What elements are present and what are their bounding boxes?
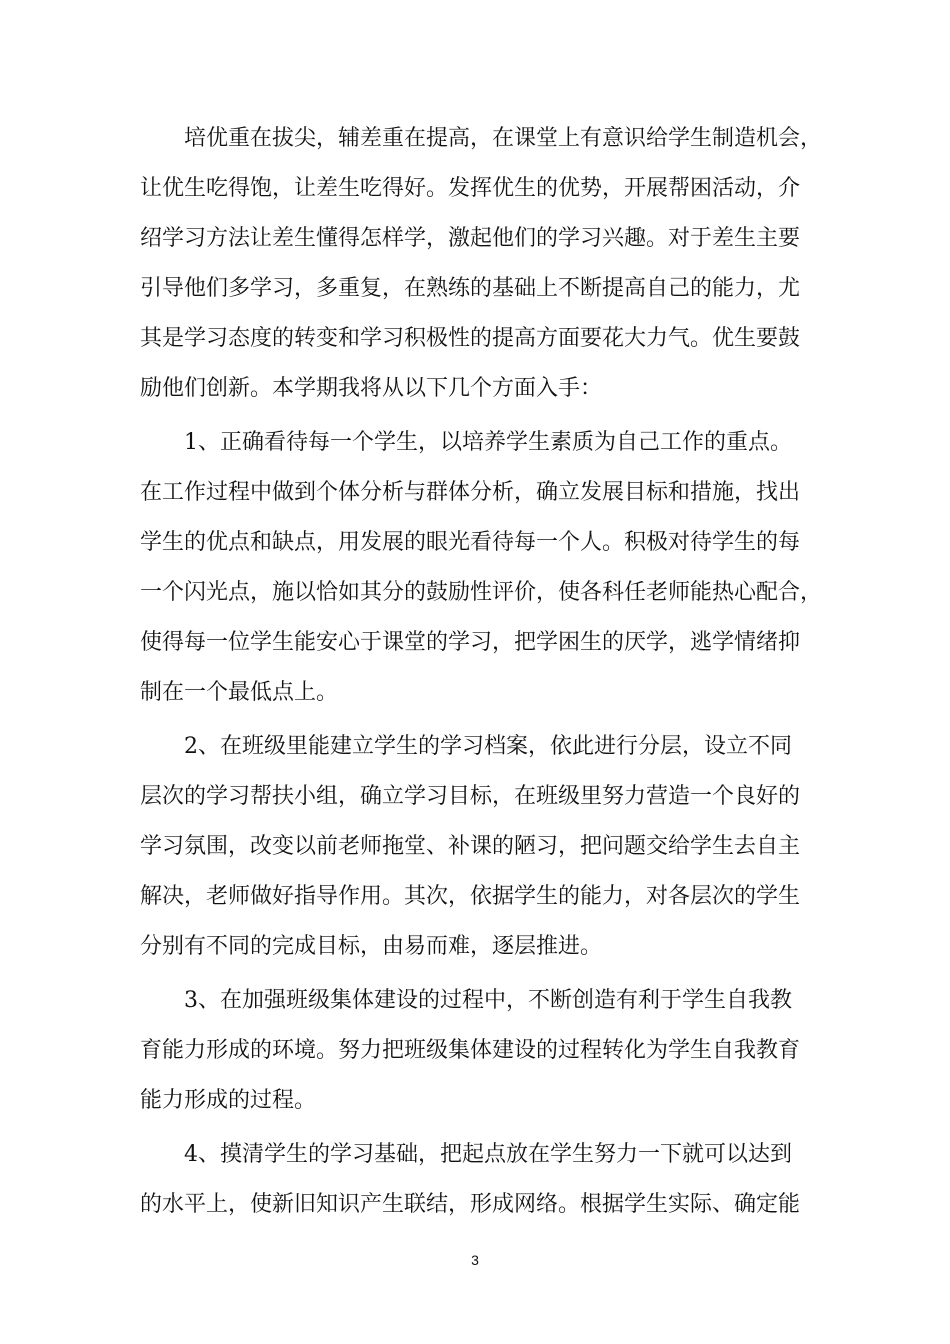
text-line: 的水平上，使新旧知识产生联结，形成网络。根据学生实际、确定能: [140, 1192, 801, 1217]
paragraph-4: [140, 976, 830, 1126]
paragraph-3: [140, 722, 830, 972]
text-line: 让优生吃得饱，让差生吃得好。发挥优生的优势，开展帮困活动，介: [140, 176, 801, 201]
text-line: 育能力形成的环境。努力把班级集体建设的过程转化为学生自我教育: [140, 1038, 801, 1063]
text-line: 学生的优点和缺点，用发展的眼光看待每一个人。积极对待学生的每: [140, 530, 801, 555]
paragraph-5: [140, 1130, 830, 1230]
text-line: 2、在班级里能建立学生的学习档案，依此进行分层，设立不同: [184, 734, 792, 759]
text-line: 4、摸清学生的学习基础，把起点放在学生努力一下就可以达到: [184, 1142, 792, 1167]
text-line: 一个闪光点，施以恰如其分的鼓励性评价，使各科任老师能热心配合，: [140, 580, 823, 605]
paragraph-2: [140, 418, 830, 718]
page-number: 3: [471, 1252, 479, 1268]
document-body: [140, 114, 830, 1230]
text-line: 在工作过程中做到个体分析与群体分析，确立发展目标和措施，找出: [140, 480, 801, 505]
text-line: 其是学习态度的转变和学习积极性的提高方面要花大力气。优生要鼓: [140, 326, 801, 351]
text-line: 绍学习方法让差生懂得怎样学，激起他们的学习兴趣。对于差生主要: [140, 226, 801, 251]
text-line: 制在一个最低点上。: [140, 680, 339, 705]
text-line: 分别有不同的完成目标，由易而难，逐层推进。: [140, 934, 603, 959]
text-line: 励他们创新。本学期我将从以下几个方面入手：: [140, 376, 603, 401]
text-line: 1、正确看待每一个学生，以培养学生素质为自己工作的重点。: [184, 430, 792, 455]
text-line: 3、在加强班级集体建设的过程中，不断创造有利于学生自我教: [184, 988, 792, 1013]
text-line: 使得每一位学生能安心于课堂的学习，把学困生的厌学，逃学情绪抑: [140, 630, 801, 655]
text-line: 解决，老师做好指导作用。其次，依据学生的能力，对各层次的学生: [140, 884, 801, 909]
text-line: 培优重在拔尖，辅差重在提高，在课堂上有意识给学生制造机会，: [184, 126, 823, 151]
paragraph-1: [140, 114, 830, 414]
text-line: 能力形成的过程。: [140, 1088, 317, 1113]
text-line: 引导他们多学习，多重复，在熟练的基础上不断提高自己的能力，尤: [140, 276, 801, 301]
text-line: 层次的学习帮扶小组，确立学习目标，在班级里努力营造一个良好的: [140, 784, 801, 809]
text-line: 学习氛围，改变以前老师拖堂、补课的陋习，把问题交给学生去自主: [140, 834, 801, 859]
